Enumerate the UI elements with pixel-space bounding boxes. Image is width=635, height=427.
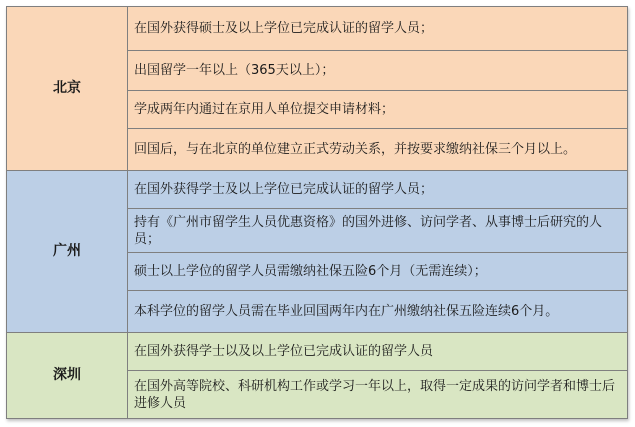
requirements-table <box>6 6 628 419</box>
table-row <box>7 171 628 209</box>
table-row <box>7 7 628 51</box>
requirement-item: 硕士以上学位的留学人员需缴纳社保五险6个月（无需连续）； <box>128 253 628 291</box>
requirement-item: 出国留学一年以上（365天以上）； <box>128 51 628 91</box>
requirement-item: 在国外获得学士及以上学位已完成认证的留学人员； <box>128 171 628 209</box>
requirement-item: 回国后，与在北京的单位建立正式劳动关系，并按要求缴纳社保三个月以上。 <box>128 129 628 171</box>
requirement-item: 在国外获得硕士及以上学位已完成认证的留学人员； <box>128 7 628 51</box>
requirement-item: 持有《广州市留学生人员优惠资格》的国外进修、访问学者、从事博士后研究的人员； <box>128 209 628 253</box>
city-label-guangzhou: 广州 <box>7 171 128 333</box>
requirement-item: 学成两年内通过在京用人单位提交申请材料； <box>128 91 628 129</box>
requirement-item: 在国外高等院校、科研机构工作或学习一年以上，取得一定成果的访问学者和博士后进修人员 <box>128 371 628 419</box>
requirement-item: 在国外获得学士以及以上学位已完成认证的留学人员 <box>128 333 628 371</box>
table-row <box>7 333 628 371</box>
requirement-item: 本科学位的留学人员需在毕业回国两年内在广州缴纳社保五险连续6个月。 <box>128 291 628 333</box>
city-label-shenzhen: 深圳 <box>7 333 128 419</box>
city-label-beijing: 北京 <box>7 7 128 171</box>
